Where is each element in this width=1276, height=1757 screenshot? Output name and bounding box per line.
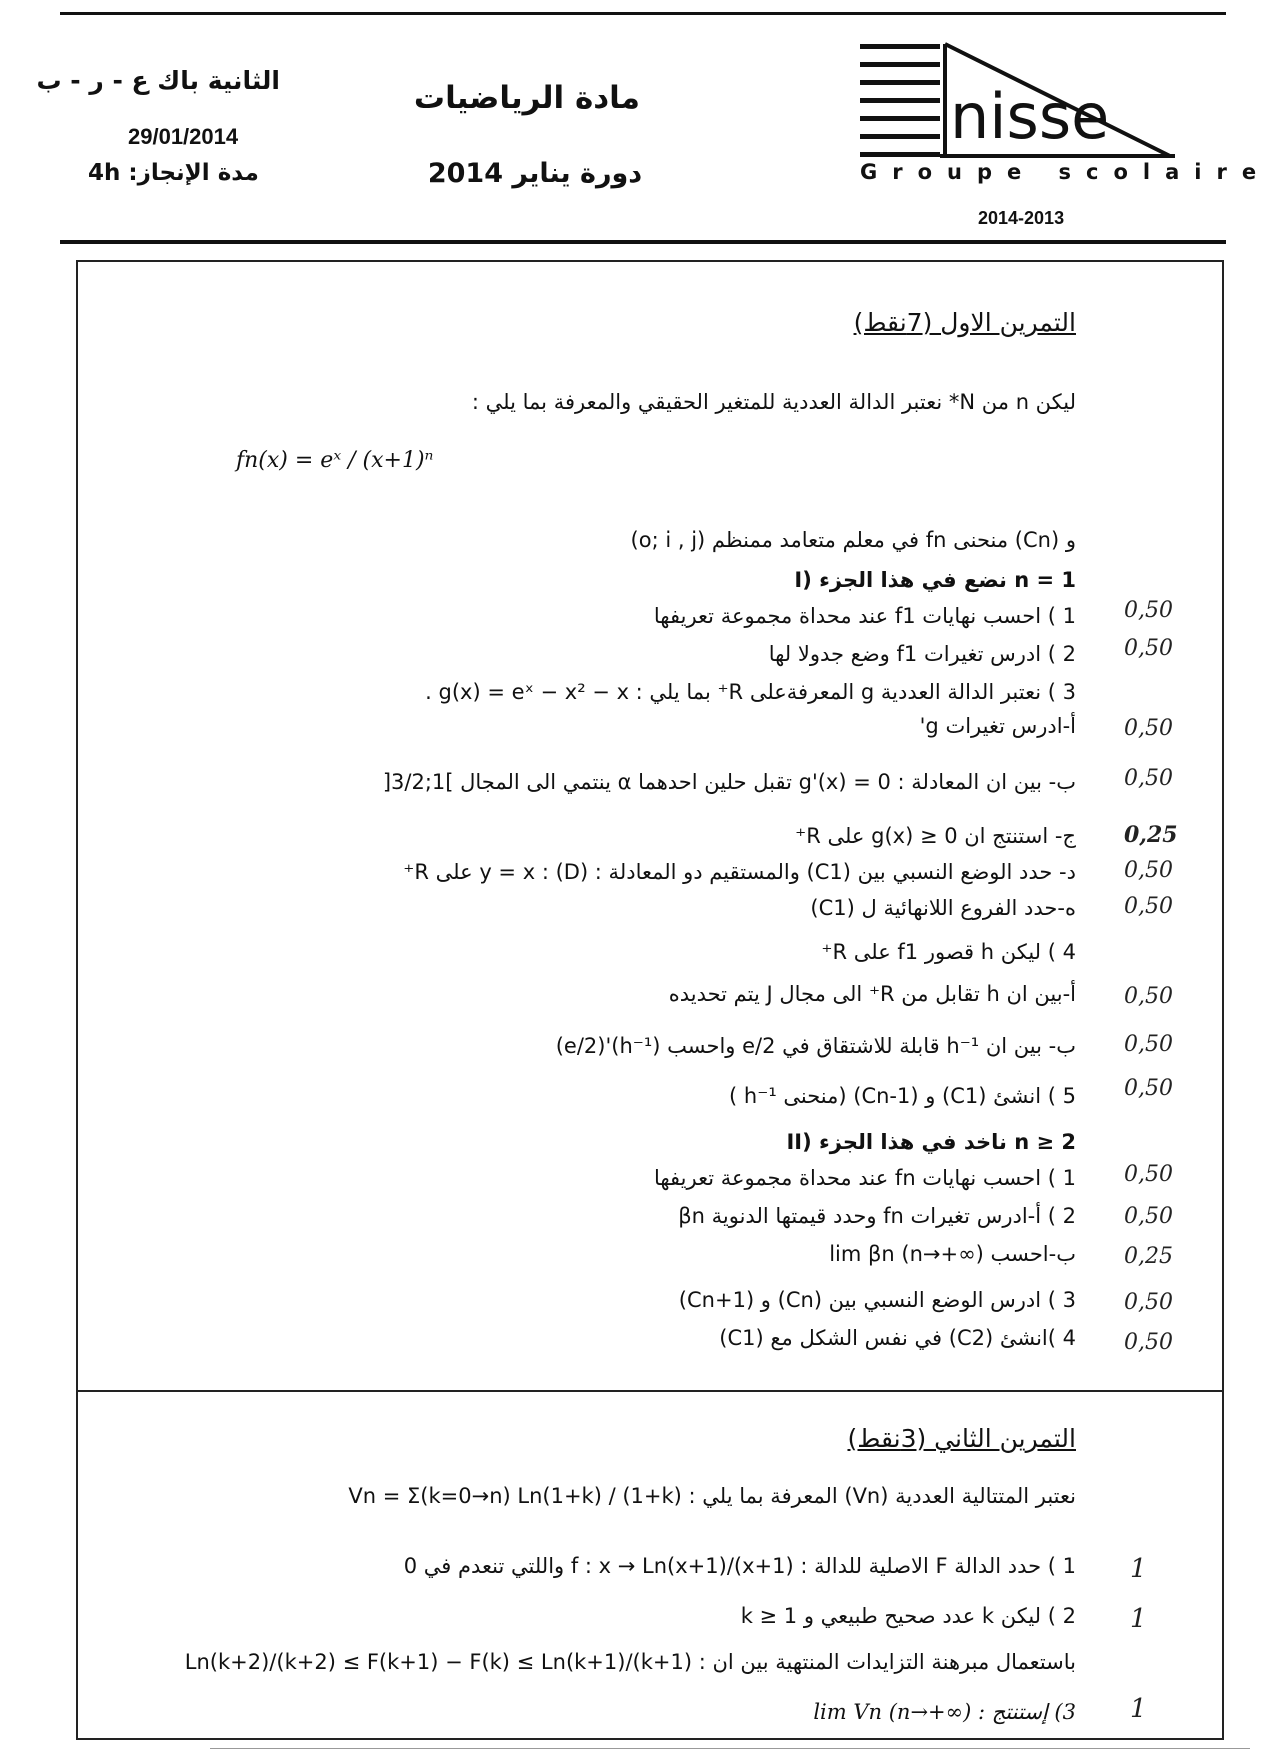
ex1-q3b: ب- بين ان المعادلة : g'(x) = 0 تقبل حلين احدهما α ينتمي الى المجال ]1;3/2[ — [382, 770, 1076, 794]
ex1-q4a: أ-بين ان h تقابل من R⁺ الى مجال J يتم تحديده — [668, 982, 1076, 1006]
ex1-q2: 2 ) ادرس تغيرات f1 وضع جدولا لها — [768, 642, 1076, 666]
ex1-p2-q2b: ب-احسب lim βn (n→+∞) — [829, 1242, 1076, 1266]
points-mark: 1 — [1130, 1694, 1147, 1724]
points-mark: 1 — [1130, 1604, 1147, 1634]
points-mark: 0,50 — [1124, 858, 1173, 883]
exam-duration: مدة الإنجاز: 4h — [88, 160, 259, 186]
points-mark: 0,50 — [1124, 1204, 1173, 1229]
ex1-q1: 1 ) احسب نهايات f1 عند محداة مجموعة تعريفها — [653, 604, 1076, 628]
points-mark: 0,25 — [1124, 822, 1178, 848]
ex1-q4: 4 ) ليكن h قصور f1 على R⁺ — [821, 940, 1076, 964]
footer-rule — [210, 1748, 1250, 1749]
ex2-q2-inequality: باستعمال مبرهنة التزايدات المنتهية بين ان : Ln(k+2)/(k+2) ≤ F(k+1) − F(k) ≤ Ln(k+1)/(k+1) — [184, 1650, 1076, 1674]
ex1-q3e: ه-حدد الفروع اللانهائية ل (C1) — [810, 896, 1076, 920]
points-mark: 0,50 — [1124, 716, 1173, 741]
points-mark: 0,50 — [1124, 636, 1173, 661]
ex1-curve-def: و (Cn) منحنى fn في معلم متعامد ممنظم (o; i , j) — [630, 528, 1076, 552]
exercise1-title: التمرين الاول (7نقط) — [853, 308, 1076, 337]
points-mark: 0,50 — [1124, 598, 1173, 623]
ex1-p2-q3: 3 ) ادرس الوضع النسبي بين (Cn) و (Cn+1) — [678, 1288, 1076, 1312]
ex1-p2-q4: 4 )انشئ (C2) في نفس الشكل مع (C1) — [719, 1326, 1076, 1350]
header-rule — [60, 240, 1226, 244]
ex2-q2: 2 ) ليكن k عدد صحيح طبيعي و k ≥ 1 — [740, 1604, 1076, 1628]
subject-title: مادة الرياضيات — [413, 80, 640, 116]
exam-session: دورة يناير 2014 — [427, 158, 643, 189]
school-year: 2014-2013 — [978, 208, 1065, 228]
points-mark: 0,50 — [1124, 1076, 1173, 1101]
school-logo — [840, 36, 1272, 186]
points-mark: 0,50 — [1124, 1162, 1173, 1187]
ex2-q1: 1 ) حدد الدالة F الاصلية للدالة : f : x → Ln(x+1)/(x+1) واللتي تنعدم في 0 — [403, 1554, 1076, 1578]
points-mark: 0,50 — [1124, 1290, 1173, 1315]
ex1-q4b: ب- بين ان h⁻¹ قابلة للاشتقاق في e/2 واحسب (h⁻¹)'(e/2) — [555, 1034, 1076, 1058]
points-mark: 0,50 — [1124, 1032, 1173, 1057]
ex1-p2-q2a: 2 ) أ-ادرس تغيرات fn وحدد قيمتها الدنوية βn — [678, 1204, 1076, 1228]
points-mark: 0,50 — [1124, 894, 1173, 919]
points-mark: 0,50 — [1124, 984, 1173, 1009]
ex1-intro: ليكن n من N* نعتبر الدالة العددية للمتغير الحقيقي والمعرفة بما يلي : — [471, 390, 1076, 414]
points-mark: 0,50 — [1124, 766, 1173, 791]
ex1-q3d: د- حدد الوضع النسبي بين (C1) والمستقيم دو المعادلة : (D) : y = x على R⁺ — [403, 860, 1076, 884]
ex2-q3: 3) إستنتج : lim Vn (n→+∞) — [813, 1700, 1076, 1724]
ex1-p2-q1: 1 ) احسب نهايات fn عند محداة مجموعة تعريفها — [653, 1166, 1076, 1190]
points-mark: 0,25 — [1124, 1244, 1173, 1269]
ex1-q3c: ج- استنتج ان g(x) ≥ 0 على R⁺ — [795, 824, 1076, 848]
ex1-part2-heading: II) ناخد في هذا الجزء n ≥ 2 — [786, 1130, 1076, 1154]
ex1-q5: 5 ) انشئ (C1) و (Cn-1) (منحنى h⁻¹ ) — [729, 1084, 1076, 1108]
exercise-divider — [76, 1390, 1224, 1392]
points-mark: 1 — [1130, 1554, 1147, 1584]
ex1-q3: 3 ) نعتبر الدالة العددية g المعرفةعلى R⁺ بما يلي : g(x) = eˣ − x² − x . — [425, 680, 1076, 704]
ex2-intro: نعتبر المتتالية العددية (Vn) المعرفة بما يلي : Vn = Σ(k=0→n) Ln(1+k) / (1+k) — [348, 1484, 1076, 1508]
logo-name: nisse — [950, 80, 1110, 153]
logo-subtitle: Groupe scolaire — [860, 160, 1272, 184]
exam-date: 29/01/2014 — [128, 124, 239, 149]
points-mark: 0,50 — [1124, 1330, 1173, 1355]
class-level: الثانية باك ع - ر - ب — [36, 66, 280, 95]
ex1-part1-heading: I) نضع في هذا الجزء n = 1 — [794, 568, 1076, 592]
ex1-q3a: أ-ادرس تغيرات g' — [919, 714, 1076, 738]
ex1-formula: fn(x) = eˣ / (x+1)ⁿ — [236, 448, 434, 473]
top-rule — [60, 12, 1226, 15]
exercise2-title: التمرين الثاني (3نقط) — [847, 1424, 1076, 1453]
